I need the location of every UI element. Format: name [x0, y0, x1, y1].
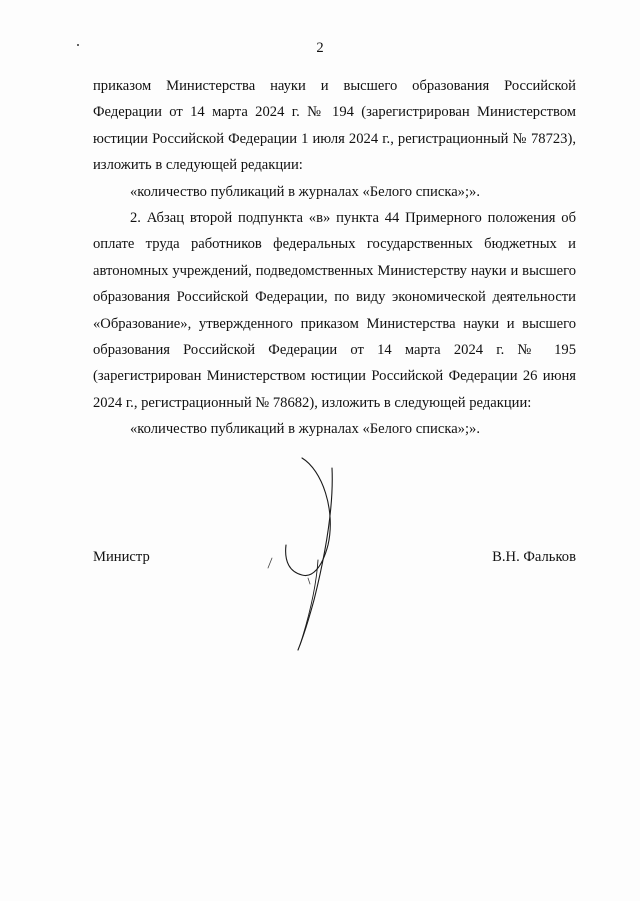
paragraph-3: 2. Абзац второй подпункта «в» пункта 44 Примерного положения об оплате труда работников федеральных государственных бюджетных и автономных учреждений, подведомственных Министерству науки и высшего образования Российской Федерации, по виду экономической деятельности «Образование», утвержденного приказом Министерства науки и высшего образования Российской Федерации от 14 марта 2024 г. № 195 (зарегистрирован Министерством юстиции Российской Федерации 26 июня 2024 г., регистрационный № 78682), изложить в следующей редакции:	[93, 210, 576, 411]
page-number: 2	[316, 40, 324, 56]
handwritten-signature	[250, 450, 360, 660]
paragraph-1: приказом Министерства науки и высшего образования Российской Федерации от 14 марта 2024 г. № 194 (зарегистрирован Министерством юстиции Российской Федерации 1 июля 2024 г., регистрационный № 78723), изложить в следующей редакции:	[93, 78, 576, 174]
paragraph-4: «количество публикаций в журналах «Белого списка»;».	[130, 421, 480, 438]
document-body	[93, 73, 576, 443]
signatory-title: Министр	[93, 549, 150, 565]
paragraph-2: «количество публикаций в журналах «Белого списка»;».	[130, 183, 480, 200]
signatory-name: В.Н. Фальков	[492, 549, 576, 565]
